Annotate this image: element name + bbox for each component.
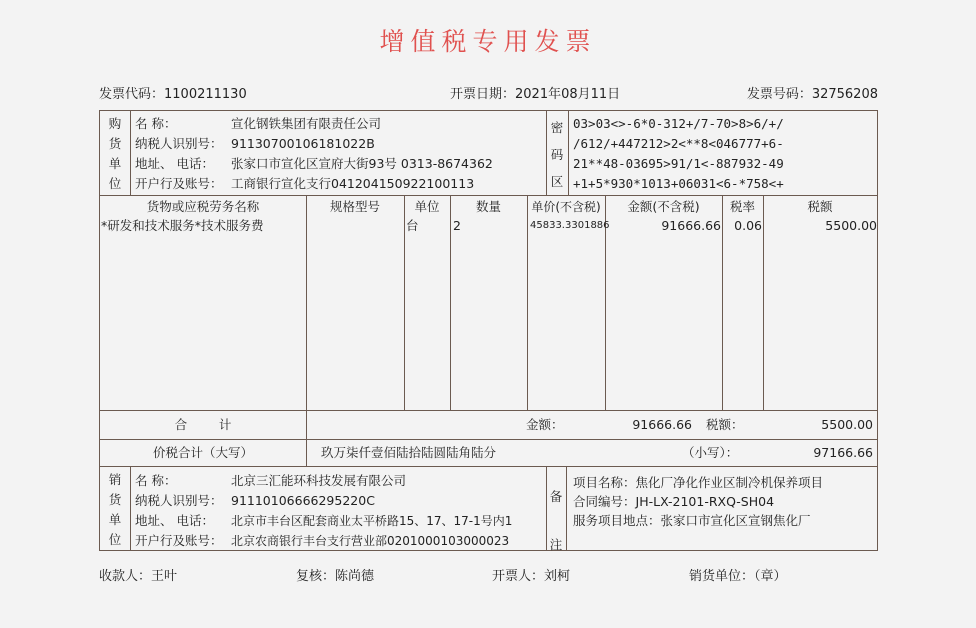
cipher-line: 03>03<>-6*0-312+/7-70>8>6/+/ [573,116,784,131]
item-amount: 91666.66 [661,218,721,233]
seller-tax-id-row [135,493,375,509]
footer-payee-value: 王叶 [151,569,178,584]
footer-issuer [492,565,570,584]
cipher-line: 21**48-03695>91/1<-887932-49 [573,156,784,171]
item-tax: 5500.00 [825,218,877,233]
grand-total-small-label: （小写）： [682,445,739,460]
footer-payee-label: 收款人： [99,569,152,584]
seller-address-row [135,513,512,529]
grand-total-label: 价税合计（大写） [152,445,253,460]
remarks-contract-label: 合同编号： [573,494,636,509]
remarks-project-value: 焦化厂净化作业区制冷机保养项目 [635,475,824,490]
invoice-title: 增值税专用发票 [379,27,597,56]
buyer-address-row [135,156,493,172]
invoice-table [99,110,878,551]
invoice-number-label: 发票号码： [746,87,812,102]
totals-amount-label: 金额： [526,417,564,432]
buyer-section-label: 购 货 单 位 [108,116,122,191]
invoice-date-value: 2021年08月11日 [515,87,621,102]
seller-name-label: 名 称： [135,473,177,488]
item-unit: 台 [406,218,419,233]
footer-issuer-value: 刘柯 [544,569,571,584]
cipher-line: +1+5*930*1013+06031<6-*758<+ [573,176,784,191]
buyer-name-row [135,116,381,132]
seller-bank-row [135,533,509,549]
item-name: *研发和技术服务*技术服务费 [101,218,264,233]
remarks-label: 备 注 [549,489,563,552]
buyer-bank: 工商银行宣化支行041204150922100113 [231,176,475,191]
totals-tax-label: 税额： [706,417,744,432]
seller-name-row [135,473,406,489]
footer-reviewer-label: 复核： [296,569,336,584]
remarks-project [573,475,823,491]
col-header-spec: 规格型号 [329,199,380,214]
buyer-tax-id: 91130700106181022B [231,136,375,151]
totals-tax: 5500.00 [821,417,873,432]
remarks-contract [573,494,774,510]
invoice-code [99,83,247,102]
buyer-tax-id-row [135,136,375,152]
grand-total-words: 玖万柒仟壹佰陆拾陆圆陆角陆分 [321,445,497,460]
buyer-name: 宣化钢铁集团有限责任公司 [231,116,382,131]
seller-bank: 北京农商银行丰台支行营业部0201000103000023 [231,534,510,548]
cipher-line: /612/+447212>2<**8<046777+6- [573,136,784,151]
col-header-qty: 数量 [475,199,501,214]
item-price: 45833.3301886 [530,220,610,231]
footer-seller-stamp: 销货单位：（章） [689,569,787,584]
invoice-date [450,83,620,102]
seller-tax-id-label: 纳税人识别号： [135,493,223,508]
remarks-project-label: 项目名称： [573,475,636,490]
invoice-date-label: 开票日期： [450,87,516,102]
remarks-location-label: 服务项目地点： [573,513,661,528]
col-header-amount: 金额(不含税) [627,199,700,214]
remarks-contract-value: JH-LX-2101-RXQ-SH04 [635,494,775,509]
col-header-name: 货物或应税劳务名称 [146,199,260,214]
remarks-location-value: 张家口市宣化区宣钢焦化厂 [660,513,811,528]
col-header-unit: 单位 [414,199,440,214]
seller-tax-id: 91110106666295220C [231,493,375,508]
footer-reviewer-value: 陈尚德 [335,569,375,584]
col-header-price: 单价(不含税) [531,200,601,214]
seller-address: 北京市丰台区配套商业太平桥路15、17、17-1号内1 [231,514,513,528]
seller-address-label: 地址、 电话： [135,513,214,528]
invoice-code-value: 1100211130 [164,87,247,102]
buyer-tax-id-label: 纳税人识别号： [135,136,223,151]
invoice-code-label: 发票代码： [99,87,165,102]
buyer-address: 张家口市宣化区宣府大街93号 0313-8674362 [231,156,493,171]
cipher-text [573,114,873,194]
item-qty: 2 [453,218,461,233]
remarks-location [573,513,811,529]
buyer-name-label: 名 称： [135,116,177,131]
seller-section-label: 销 货 单 位 [108,472,122,547]
footer-issuer-label: 开票人： [492,569,545,584]
footer-payee [99,565,177,584]
buyer-address-label: 地址、 电话： [135,156,214,171]
item-rate: 0.06 [734,218,762,233]
invoice-number [747,83,878,102]
cipher-label: 密 码 区 [550,120,564,189]
col-header-rate: 税率 [729,199,755,214]
seller-bank-label: 开户行及账号： [135,533,223,548]
col-header-tax: 税额 [807,199,833,214]
totals-amount: 91666.66 [632,417,692,432]
grand-total-value: 97166.66 [813,445,873,460]
seller-name: 北京三汇能环科技发展有限公司 [231,473,407,488]
buyer-bank-row [135,176,474,192]
footer-reviewer [296,565,374,584]
buyer-bank-label: 开户行及账号： [135,176,223,191]
invoice-number-value: 32756208 [811,87,878,102]
totals-label: 合 计 [174,417,232,432]
